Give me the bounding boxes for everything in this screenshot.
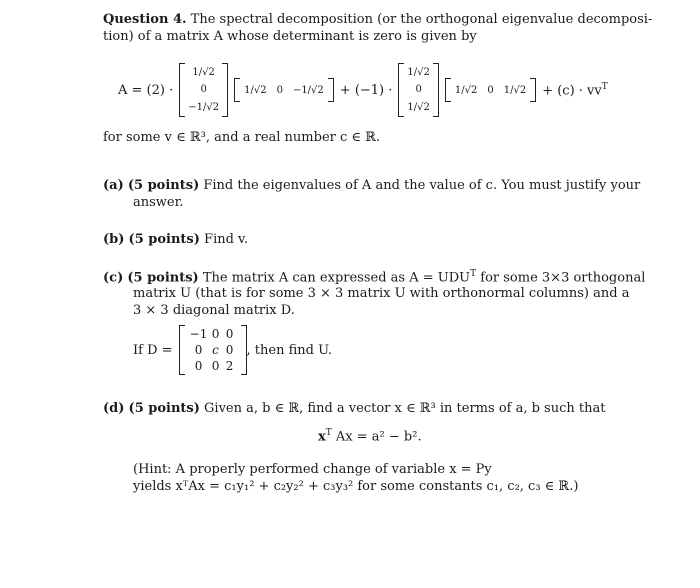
right-bracket <box>222 63 228 117</box>
part-b-points: (5 points) <box>128 232 200 247</box>
matrix-cell: 0 <box>194 359 203 373</box>
matrix-cell: 0 <box>225 327 234 341</box>
left-bracket <box>445 78 451 102</box>
then-text: , then find U. <box>246 342 332 358</box>
left-bracket <box>179 63 185 117</box>
u1-row-entry: 0 <box>276 84 283 96</box>
part-b-label: (b) <box>103 232 125 247</box>
part-a-line2: answer. <box>133 195 184 210</box>
equation-sup: T <box>325 428 332 438</box>
question-header <box>103 12 652 27</box>
equation-rest: Ax = a² − b². <box>335 429 422 445</box>
u2-entry: 1/√2 <box>407 67 430 79</box>
hint-line-2: yields xᵀAx = c₁y₁² + c₂y₂² + c₃y₃² for some constants c₁, c₂, c₃ ∈ ℝ.) <box>133 479 579 494</box>
left-bracket <box>179 325 185 375</box>
u1-row-entry: −1/√2 <box>292 84 324 96</box>
part-c <box>103 269 645 285</box>
matrix-cell: 0 <box>194 343 203 357</box>
part-d-equation <box>318 428 422 444</box>
part-a-points: (5 points) <box>127 178 200 193</box>
column-vector-u2 <box>404 64 432 116</box>
matrix-d <box>185 325 241 375</box>
hint-line-1: (Hint: A properly performed change of variable x = Py <box>133 462 492 477</box>
u2-row-entry: 1/√2 <box>454 84 478 96</box>
u1-entry: 1/√2 <box>192 67 215 79</box>
u1-row-entry: 1/√2 <box>244 84 267 96</box>
formula-lhs: A = (2) · <box>118 82 174 98</box>
row-vector-u2 <box>451 85 530 96</box>
part-a-label: (a) <box>103 178 124 193</box>
part-c-sup: T <box>470 269 477 279</box>
left-bracket <box>234 78 240 102</box>
intro-line-1: The spectral decomposition (or the orthogonal eigenvalue decomposi- <box>190 12 653 27</box>
u2-row-entry: 1/√2 <box>503 84 527 96</box>
matrix-cell: c <box>212 343 219 357</box>
matrix-cell: 0 <box>211 359 220 373</box>
matrix-cell: 2 <box>225 359 234 373</box>
left-bracket <box>398 63 404 117</box>
part-d-line1: Given a, b ∈ ℝ, find a vector x ∈ ℝ³ in terms of a, b such that <box>204 401 606 416</box>
u2-row-entry: 0 <box>487 84 494 96</box>
part-c-matrix-row <box>133 325 332 375</box>
u2-entry: 0 <box>415 84 422 96</box>
right-bracket <box>433 63 439 117</box>
right-bracket <box>328 78 334 102</box>
if-d-label: If D = <box>133 342 173 358</box>
transpose-sup: T <box>601 81 608 92</box>
part-d <box>103 401 605 416</box>
right-bracket <box>241 325 247 375</box>
tail-text: + (c) · vv <box>542 83 602 99</box>
part-a-line1: Find the eigenvalues of A and the value of c. You must justify your <box>203 178 641 193</box>
matrix-cell: 0 <box>211 327 220 341</box>
part-c-points: (5 points) <box>127 270 199 286</box>
matrix-cell: 0 <box>225 343 234 357</box>
formula-tail <box>542 82 608 98</box>
row-vector-u1 <box>240 85 328 96</box>
u2-entry: 1/√2 <box>407 101 430 113</box>
part-c-line3: 3 × 3 diagonal matrix D. <box>133 303 295 318</box>
column-vector-u1 <box>185 64 222 116</box>
intro-line-2: tion) of a matrix A whose determinant is zero is given by <box>103 29 477 44</box>
part-c-line1-end: for some 3×3 orthogonal <box>480 270 646 286</box>
question-label: Question 4. <box>103 12 187 27</box>
equation-x: x <box>318 429 326 445</box>
u1-entry: 0 <box>200 84 207 96</box>
decomposition-formula <box>118 60 608 120</box>
part-c-line2: matrix U (that is for some 3 × 3 matrix U with orthonormal columns) and a <box>133 286 630 301</box>
part-a <box>103 178 640 193</box>
condition-text: for some v ∈ ℝ³, and a real number c ∈ ℝ. <box>103 130 381 145</box>
part-d-points: (5 points) <box>128 401 200 416</box>
part-c-line1: The matrix A can expressed as A = UDU <box>202 270 471 286</box>
u1-entry: −1/√2 <box>188 101 220 113</box>
part-c-label: (c) <box>103 270 124 286</box>
right-bracket <box>530 78 536 102</box>
part-b <box>103 232 248 247</box>
part-b-line1: Find v. <box>204 232 248 247</box>
plus-term: + (−1) · <box>339 82 393 98</box>
part-d-label: (d) <box>103 401 125 416</box>
matrix-cell: −1 <box>189 327 208 341</box>
